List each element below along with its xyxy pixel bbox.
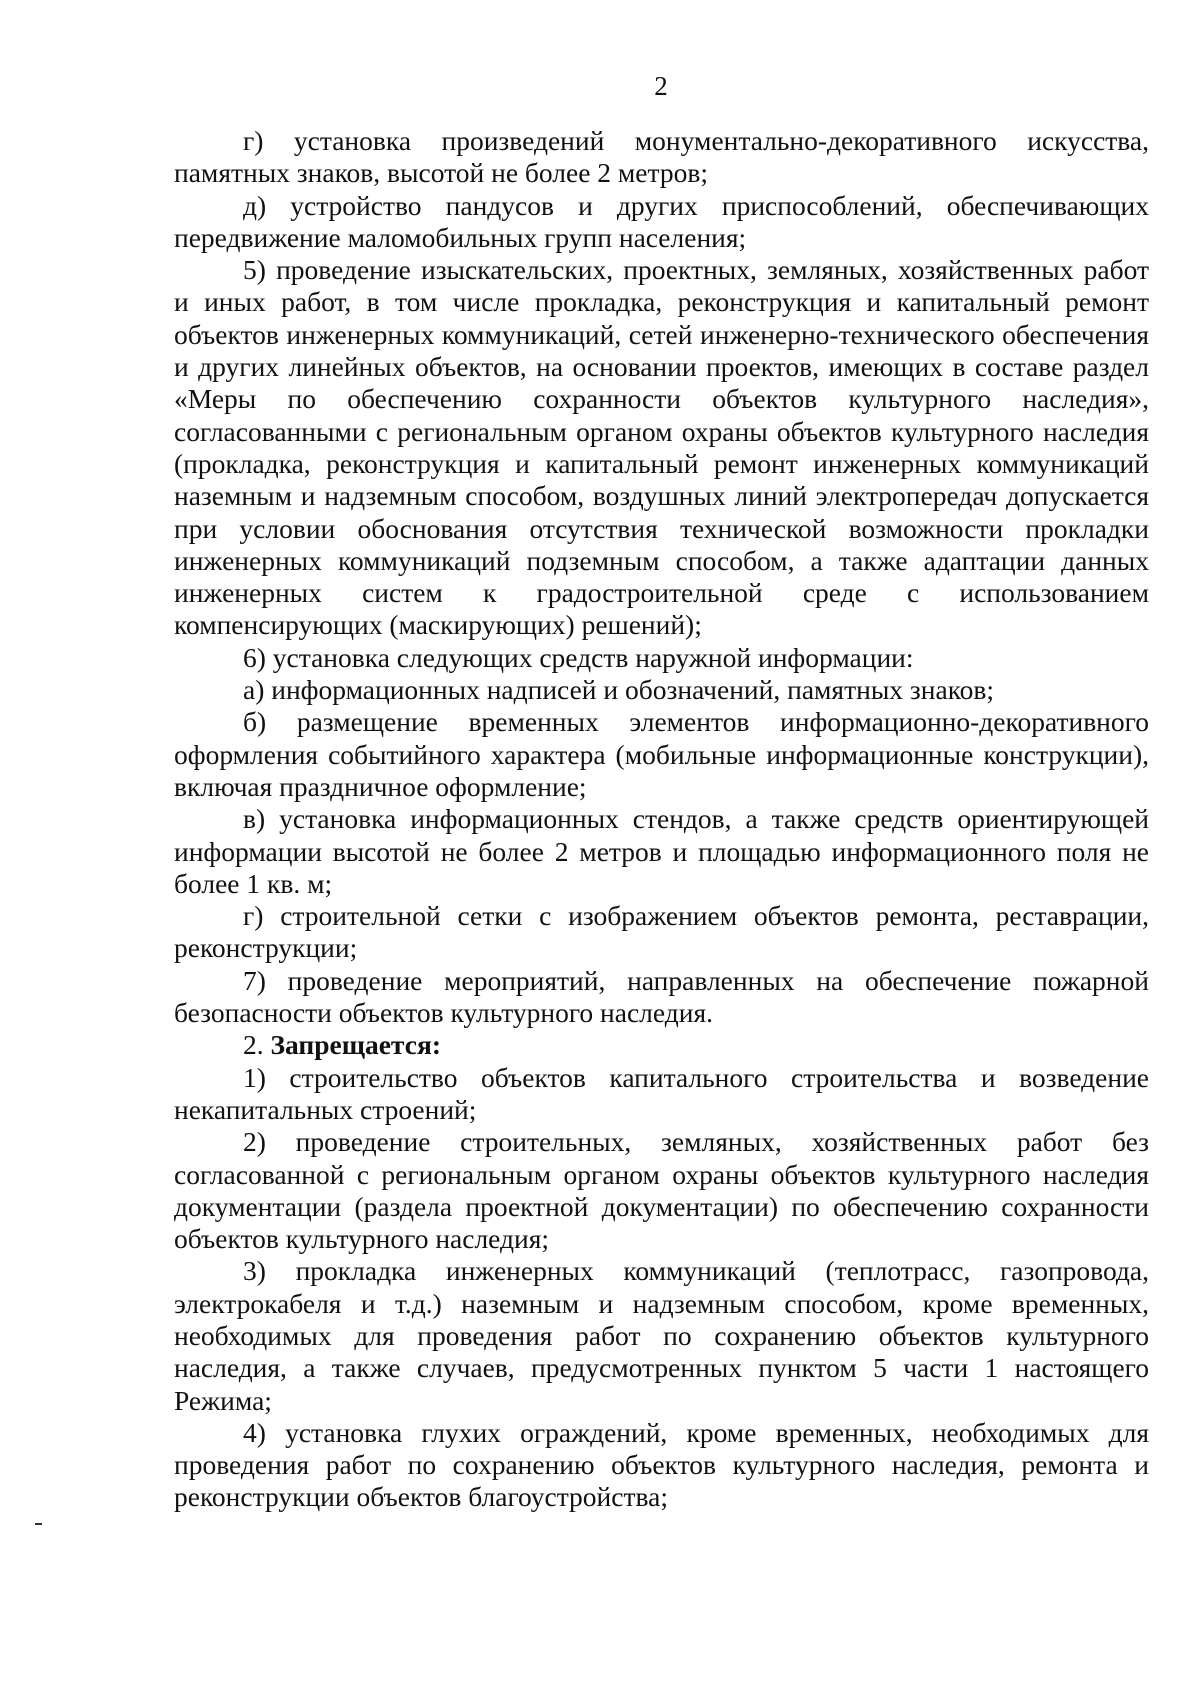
paragraph-2-3: 3) прокладка инженерных коммуникаций (теплотрасс, газопровода, электрокабеля и т.д.) наземным и надземным способом, кроме временных, необходимых для проведения работ по сохранению объектов культурного наследия, а также случаев, предусмотренных пунктом 5 части 1 настоящего Режима; [174, 1255, 1149, 1416]
paragraph-2-4: 4) установка глухих ограждений, кроме временных, необходимых для проведения работ по сохранению объектов культурного наследия, ремонта и реконструкции объектов благоустройства; [174, 1416, 1149, 1513]
paragraph-5: 5) проведение изыскательских, проектных, земляных, хозяйственных работ и иных работ, в том числе прокладка, реконструкция и капитальный ремонт объектов инженерных коммуникаций, сетей инженерно-технического обеспечения и других линейных объектов, на основании проектов, имеющих в составе раздел «Меры по обеспечению сохранности объектов культурного наследия», согласованными с региональным органом охраны объектов культурного наследия (прокладка, реконструкция и капитальный ремонт инженерных коммуникаций наземным и надземным способом, воздушных линий электропередач допускается при условии обоснования отсутствия технической возможности прокладки инженерных коммуникаций подземным способом, а также адаптации данных инженерных систем к градостроительной среде с использованием компенсирующих (маскирующих) решений); [174, 254, 1149, 641]
paragraph-6: 6) установка следующих средств наружной информации: [243, 641, 914, 673]
page-number: 2 [654, 71, 668, 101]
section-2-title: Запрещается: [270, 1029, 442, 1061]
paragraph-6-v: в) установка информационных стендов, а также средств ориентирующей информации высотой не более 2 метров и площадью информационного поля не более 1 кв. м; [174, 803, 1149, 899]
paragraph-1-d: д) устройство пандусов и других приспособлений, обеспечивающих передвижение маломобильных групп населения; [174, 189, 1149, 253]
paragraph-2-2: 2) проведение строительных, земляных, хозяйственных работ без согласованной с региональным органом охраны объектов культурного наследия документации (раздела проектной документации) по обеспечению сохранности объектов культурного наследия; [174, 1126, 1149, 1255]
paragraph-2-1: 1) строительство объектов капитального строительства и возведение некапитальных строений; [174, 1061, 1149, 1125]
scan-edge-mark [35, 1523, 42, 1525]
paragraph-6-a: а) информационных надписей и обозначений, памятных знаков; [243, 674, 995, 706]
paragraph-6-g: г) строительной сетки с изображением объектов ремонта, реставрации, реконструкции; [174, 900, 1149, 964]
section-2-heading [174, 1029, 1149, 1061]
paragraph-7: 7) проведение мероприятий, направленных на обеспечение пожарной безопасности объектов культурного наследия. [174, 964, 1149, 1029]
section-2-number: 2. [243, 1029, 271, 1061]
paragraph-6-b: б) размещение временных элементов информационно-декоративного оформления событийного характера (мобильные информационные конструкции), включая праздничное оформление; [174, 706, 1149, 802]
document-body [174, 125, 1149, 1514]
paragraph-1-g: г) установка произведений монументально-декоративного искусства, памятных знаков, высотой не более 2 метров; [174, 125, 1149, 189]
